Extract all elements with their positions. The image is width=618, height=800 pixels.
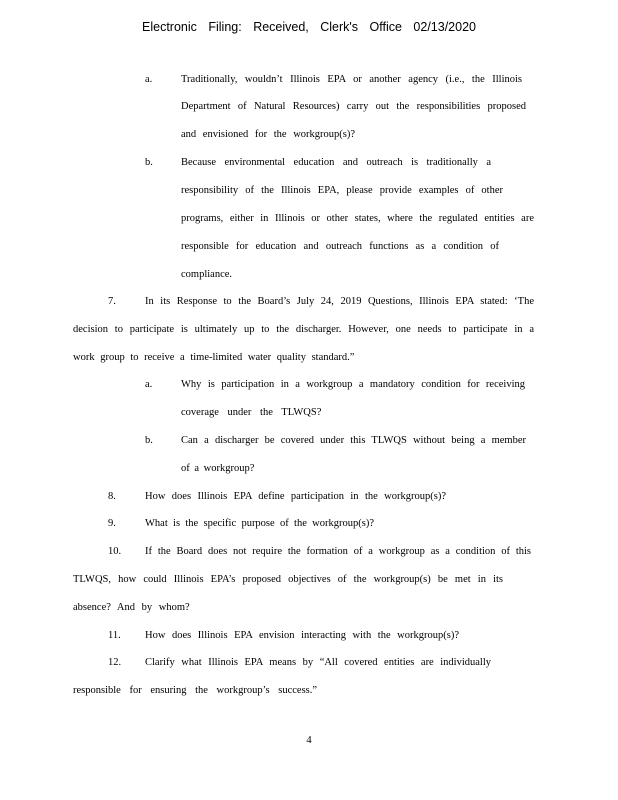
item-line: How does Illinois EPA define participation in the workgroup(s)? [145,491,446,502]
item-line: responsible for ensuring the workgroup’s success.” [73,685,318,696]
item-line: responsibility of the Illinois EPA, please provide examples of other [181,185,503,196]
item-line: work group to receive a time-limited water quality standard.” [73,352,355,363]
item-line: If the Board does not require the formation of a workgroup as a condition of this [145,546,531,557]
item-line: In its Response to the Board’s July 24, 2019 Questions, Illinois EPA stated: ‘The [145,296,534,307]
item-line: Department of Natural Resources) carry out the responsibilities proposed [181,101,526,112]
item-line: Traditionally, wouldn’t Illinois EPA or another agency (i.e., the Illinois [181,74,522,85]
filing-header: Electronic Filing: Received, Clerk's Office 02/13/2020 [142,20,476,34]
item-line: compliance. [181,269,233,280]
item-line: Why is participation in a workgroup a mandatory condition for receiving [181,379,525,390]
item-marker: 12. [108,657,122,668]
item-line: programs, either in Illinois or other states, where the regulated entities are [181,213,534,224]
item-line: How does Illinois EPA envision interacting with the workgroup(s)? [145,630,459,641]
item-line: and envisioned for the workgroup(s)? [181,129,356,140]
item-marker: 7. [108,296,116,307]
item-line: coverage under the TLWQS? [181,407,322,418]
item-marker: b. [145,157,153,168]
page-number: 4 [306,735,312,746]
item-marker: a. [145,379,153,390]
item-line: Can a discharger be covered under this TLWQS without being a member [181,435,526,446]
item-line: decision to participate is ultimately up to the discharger. However, one needs to participate in a [73,324,534,335]
item-line: Because environmental education and outreach is traditionally a [181,157,491,168]
item-marker: b. [145,435,153,446]
item-marker: 8. [108,491,116,502]
item-marker: 9. [108,518,116,529]
item-marker: a. [145,74,153,85]
item-line: absence? And by whom? [73,602,190,613]
item-line: What is the specific purpose of the workgroup(s)? [145,518,374,529]
item-line: TLWQS, how could Illinois EPA’s proposed objectives of the workgroup(s) be met in its [73,574,503,585]
item-line: of a workgroup? [181,463,255,474]
item-line: responsible for education and outreach functions as a condition of [181,241,499,252]
item-line: Clarify what Illinois EPA means by “All covered entities are individually [145,657,491,668]
item-marker: 11. [108,630,121,641]
item-marker: 10. [108,546,122,557]
